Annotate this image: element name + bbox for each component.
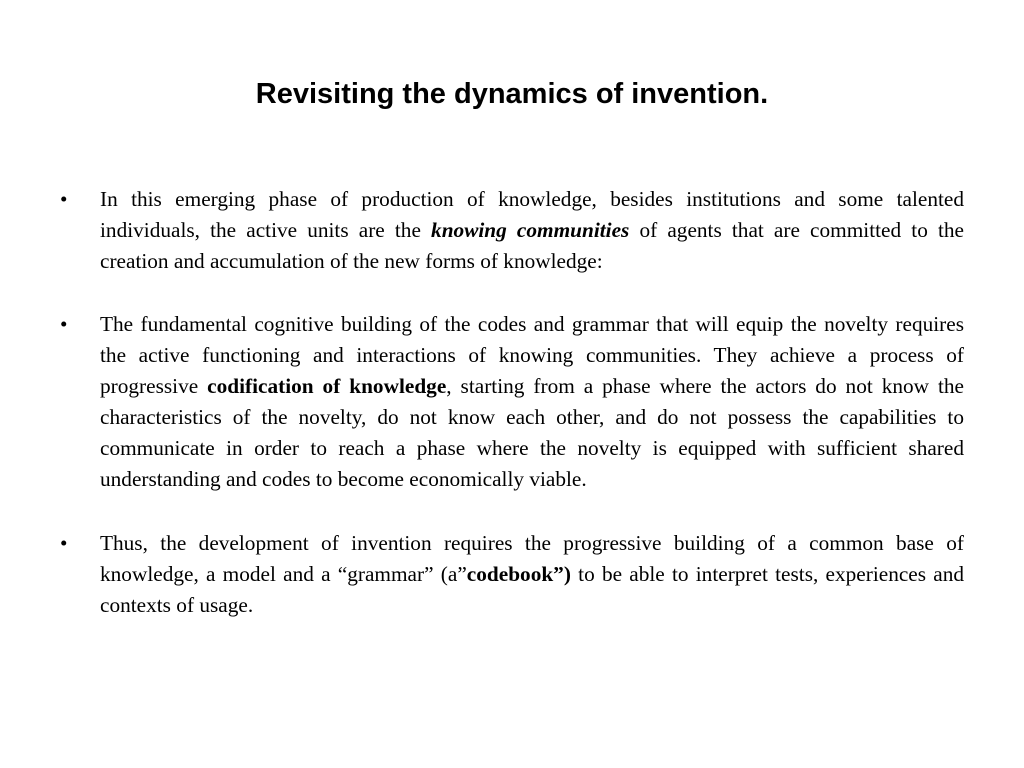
slide-title: Revisiting the dynamics of invention.: [255, 78, 769, 110]
bullet-text: The fundamental cognitive building of the codes and grammar that will equip the novelty requires the active functioning and interactions of knowing communities. They achieve a process of progressive: [100, 312, 964, 398]
bullet-item: [60, 184, 964, 277]
bullet-text: Thus, the development of invention requires the progressive building of a common base of knowledge, a model and a “grammar” (a”: [100, 531, 964, 586]
bullet-text: to be able to interpret tests, experiences and contexts of usage.: [100, 562, 965, 617]
bullet-emphasis: codification of knowledge: [207, 374, 447, 398]
bullet-emphasis: codebook”): [466, 562, 571, 586]
bullet-text: of agents that are committed to the creation and accumulation of the new forms of knowledge:: [100, 218, 964, 273]
bullet-emphasis: knowing communities: [431, 218, 630, 242]
bullet-icon: •: [60, 531, 68, 555]
bullet-text: , starting from a phase where the actors do not know the characteristics of the novelty, do not know each other, and do not possess the capabilities to communicate in order to reach a phase where the novelty is equipped with sufficient shared understanding and codes to become economically viable.: [100, 374, 965, 491]
bullet-icon: •: [60, 312, 68, 336]
bullet-text: In this emerging phase of production of knowledge, besides institutions and some talented individuals, the active units are the: [100, 187, 964, 242]
bullet-item: [60, 528, 964, 621]
bullet-item: [60, 309, 964, 495]
bullet-icon: •: [60, 187, 68, 211]
bullet-list: [60, 184, 964, 653]
